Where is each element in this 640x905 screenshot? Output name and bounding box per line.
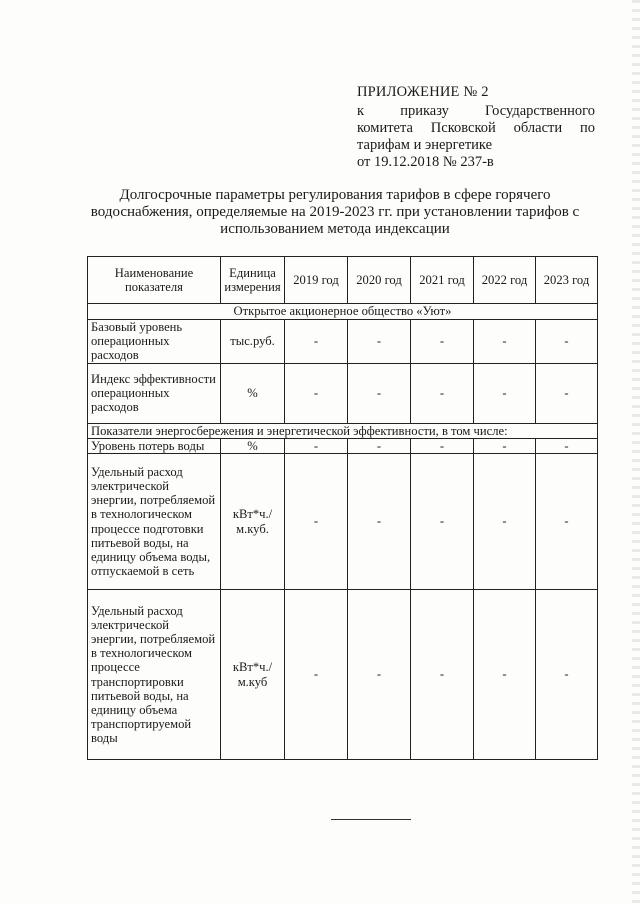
row-value: - bbox=[411, 320, 474, 364]
row-value: - bbox=[474, 438, 536, 453]
header-unit: Единица измерения bbox=[221, 257, 285, 304]
row-value: - bbox=[411, 454, 474, 590]
row-value: - bbox=[536, 438, 598, 453]
row-value: - bbox=[348, 320, 411, 364]
row-value: - bbox=[536, 454, 598, 590]
row-value: - bbox=[411, 590, 474, 760]
table-header-row bbox=[88, 257, 598, 304]
energy-section-title: Показатели энергосбережения и энергетической эффективности, в том числе: bbox=[88, 423, 598, 438]
row-unit: кВт*ч./м.куб. bbox=[221, 454, 285, 590]
row-value: - bbox=[411, 438, 474, 453]
row-name: Удельный расход электрической энергии, потребляемой в технологическом процессе транспортировки питьевой воды, на единицу объема транспортируемой воды bbox=[88, 590, 221, 760]
row-unit: % bbox=[221, 438, 285, 453]
appendix-date: от 19.12.2018 № 237-в bbox=[357, 154, 494, 170]
row-value: - bbox=[285, 363, 348, 423]
row-unit: тыс.руб. bbox=[221, 320, 285, 364]
row-value: - bbox=[474, 454, 536, 590]
row-value: - bbox=[348, 590, 411, 760]
row-name: Уровень потерь воды bbox=[88, 438, 221, 453]
section-row bbox=[88, 423, 598, 438]
row-value: - bbox=[285, 454, 348, 590]
row-value: - bbox=[536, 320, 598, 364]
appendix-line: комитета Псковской области по bbox=[357, 120, 595, 136]
row-value: - bbox=[285, 590, 348, 760]
row-unit: % bbox=[221, 363, 285, 423]
organization-name: Открытое акционерное общество «Уют» bbox=[88, 304, 598, 320]
row-value: - bbox=[411, 363, 474, 423]
row-value: - bbox=[474, 590, 536, 760]
row-value: - bbox=[348, 438, 411, 453]
signature-line bbox=[331, 819, 411, 820]
appendix-line: тарифам и энергетике bbox=[357, 137, 493, 153]
table-row bbox=[88, 438, 598, 453]
header-year: 2020 год bbox=[348, 257, 411, 304]
parameters-table bbox=[87, 256, 598, 760]
header-year: 2021 год bbox=[411, 257, 474, 304]
table-row bbox=[88, 320, 598, 364]
header-year: 2023 год bbox=[536, 257, 598, 304]
row-value: - bbox=[285, 320, 348, 364]
appendix-block bbox=[357, 84, 595, 171]
appendix-title: ПРИЛОЖЕНИЕ № 2 bbox=[357, 84, 489, 100]
row-value: - bbox=[536, 363, 598, 423]
row-value: - bbox=[536, 590, 598, 760]
row-value: - bbox=[474, 363, 536, 423]
header-name: Наименование показателя bbox=[88, 257, 221, 304]
row-value: - bbox=[285, 438, 348, 453]
row-name: Индекс эффективности операционных расходов bbox=[88, 363, 221, 423]
row-unit: кВт*ч./м.куб bbox=[221, 590, 285, 760]
row-value: - bbox=[348, 363, 411, 423]
document-title: Долгосрочные параметры регулирования тарифов в сфере горячего водоснабжения, определяемые на 2019-2023 гг. при установлении тарифов с использованием метода индексации bbox=[90, 187, 580, 237]
scan-edge-decoration bbox=[632, 0, 640, 905]
table-row bbox=[88, 363, 598, 423]
header-year: 2019 год bbox=[285, 257, 348, 304]
row-name: Базовый уровень операционных расходов bbox=[88, 320, 221, 364]
row-value: - bbox=[348, 454, 411, 590]
header-year: 2022 год bbox=[474, 257, 536, 304]
row-name: Удельный расход электрической энергии, потребляемой в технологическом процессе подготовки питьевой воды, на единицу объема воды, отпускаемой в сеть bbox=[88, 454, 221, 590]
row-value: - bbox=[474, 320, 536, 364]
table-row bbox=[88, 454, 598, 590]
appendix-line: к приказу Государственного bbox=[357, 103, 595, 119]
table-row bbox=[88, 590, 598, 760]
organization-row bbox=[88, 304, 598, 320]
